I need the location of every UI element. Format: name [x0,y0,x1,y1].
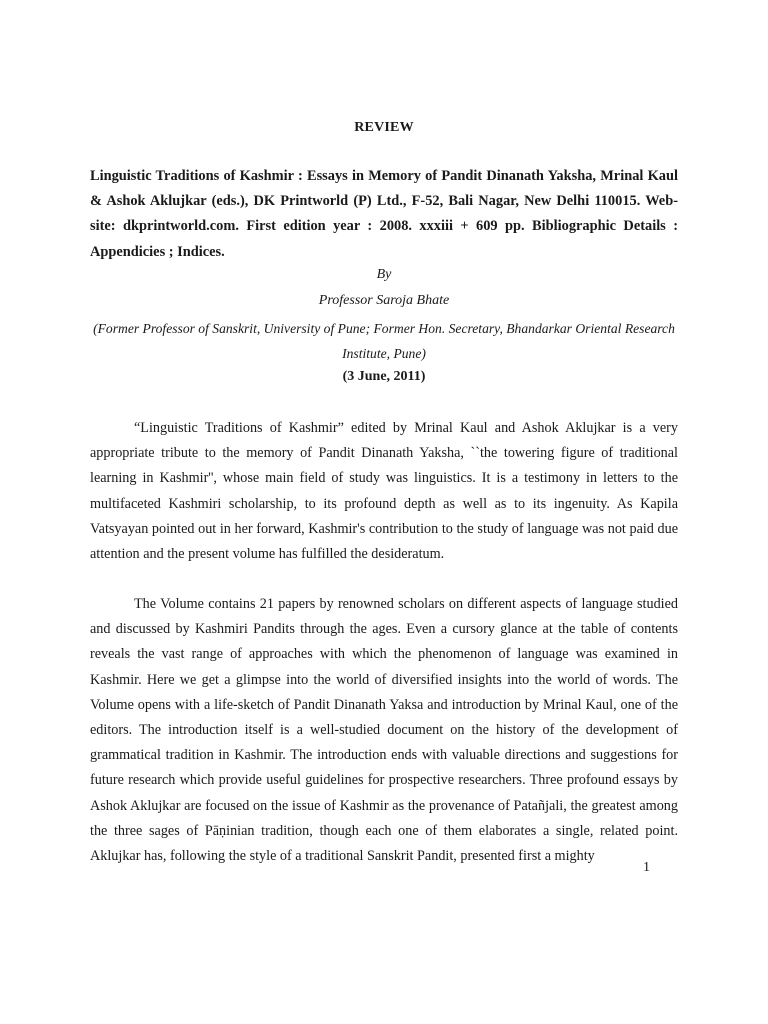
review-date: (3 June, 2011) [342,369,426,384]
body-paragraph-2: The Volume contains 21 papers by renowned scholars on different aspects of language studied and discussed by Kashmiri Pandits through the ages. Even a cursory glance at the table of contents reveals the vast range of approaches with which the phenomenon of language was examined in Kashmir. Here we get a glimpse into the world of diversified insights into the world of words. The Volume opens with a life-sketch of Pandit Dinanath Yaksa and introduction by Mrinal Kaul, one of the editors. The introduction itself is a well-studied document on the history of the development of grammatical tradition in Kashmir. The introduction ends with valuable directions and suggestions for future research which provide useful guidelines for prospective researchers. Three profound essays by Ashok Aklujkar are focused on the issue of Kashmir as the provenance of Patañjali, the greatest among the three sages of Pāṇinian tradition, though each one of them elaborates a single, related point. Aklujkar has, following the style of a traditional Sanskrit Pandit, presented first a mighty [90,596,678,865]
book-citation: Linguistic Traditions of Kashmir : Essays in Memory of Pandit Dinanath Yaksha, Mrinal Kaul & Ashok Aklujkar (eds.), DK Printworld (P) Ltd., F-52, Bali Nagar, New Delhi 110015. Web-site: dkprintworld.com. First edition year : 2008. xxxiii + 609 pp. Bibliographic Details : Appendicies ; Indices. [90,168,678,260]
by-label: By [376,267,392,282]
review-heading: REVIEW [354,120,414,135]
author-affiliation: (Former Professor of Sanskrit, University of Pune; Former Hon. Secretary, Bhandarkar Oriental Research Institute, Pune) [93,321,675,362]
author-name: Professor Saroja Bhate [318,293,450,308]
body-paragraph-1: “Linguistic Traditions of Kashmir” edited by Mrinal Kaul and Ashok Aklujkar is a very appropriate tribute to the memory of Pandit Dinanath Yaksha, ``the towering figure of traditional learning in Kashmir'', whose main field of study was linguistics. It is a testimony in letters to the multifaceted Kashmiri scholarship, to its profound depth as well as to its ingenuity. As Kapila Vatsyayan pointed out in her forward, Kashmir's contribution to the study of language was not paid due attention and the present volume has fulfilled the desideratum. [90,420,678,563]
page-number: 1 [643,860,650,875]
